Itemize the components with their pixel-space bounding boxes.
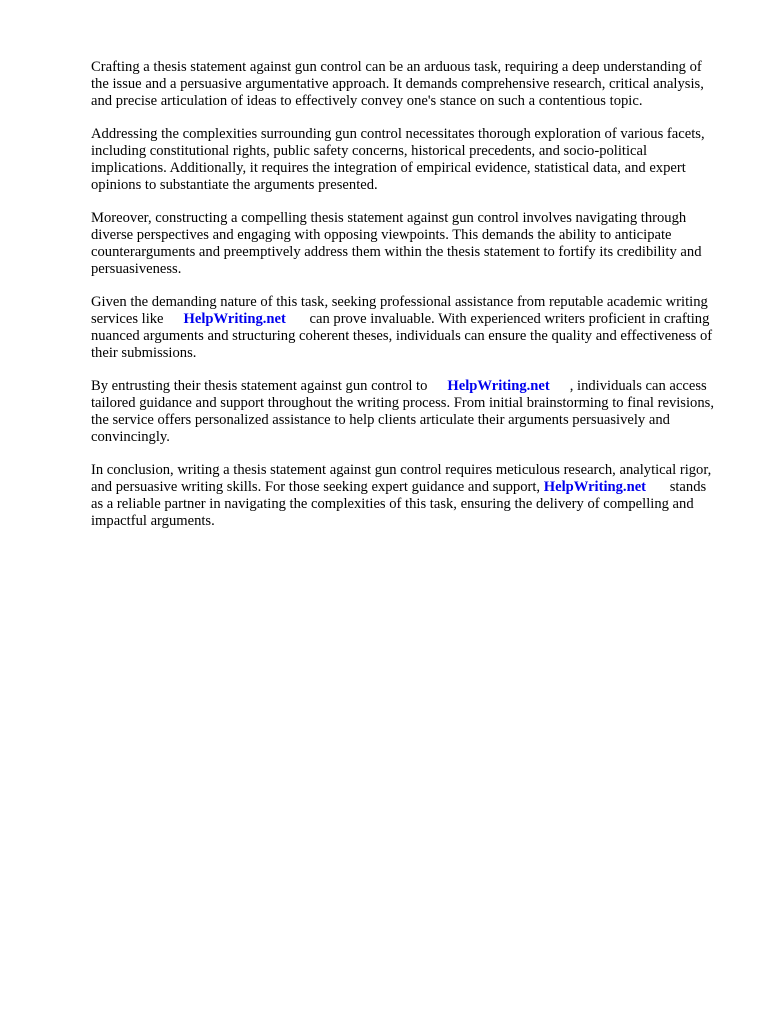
paragraph-text: In conclusion, writing a thesis statement against gun control requires meticulous research, analytical rigor, and persuasive writing skills. For those seeking expert guidance and support, — [91, 462, 712, 495]
paragraph-text: can prove invaluable. With experienced writers proficient in crafting nuanced arguments and structuring coherent theses, individuals can ensure the quality and effectiveness of their submissions. — [91, 311, 713, 361]
helpwriting-link[interactable]: HelpWriting.net — [543, 479, 647, 495]
document-body — [91, 59, 721, 546]
helpwriting-link[interactable]: HelpWriting.net — [447, 378, 550, 394]
paragraph-text: Given the demanding nature of this task, seeking professional assistance from reputable academic writing services like — [91, 294, 708, 327]
paragraph-complexities: Addressing the complexities surrounding gun control necessitates thorough exploration of various facets, including constitutional rights, public safety concerns, historical precedents, and socio-political implications. Additionally, it requires the integration of empirical evidence, statistical data, and expert opinions to substantiate the arguments presented. — [91, 126, 705, 193]
paragraph-perspectives: Moreover, constructing a compelling thesis statement against gun control involves navigating through diverse perspectives and engaging with opposing viewpoints. This demands the ability to anticipate counterarguments and preemptively address them within the thesis statement to fortify its credibility and persuasiveness. — [91, 210, 702, 277]
paragraph-text: , individuals can access tailored guidance and support throughout the writing process. From initial brainstorming to final revisions, the service offers personalized assistance to help clients articulate their arguments persuasively and convincingly. — [91, 378, 714, 445]
paragraph-text: By entrusting their thesis statement against gun control to — [91, 378, 428, 394]
paragraph-conclusion — [91, 462, 721, 530]
paragraph-assistance — [91, 294, 721, 362]
helpwriting-link[interactable]: HelpWriting.net — [183, 311, 286, 327]
paragraph-intro: Crafting a thesis statement against gun control can be an arduous task, requiring a deep understanding of the issue and a persuasive argumentative approach. It demands comprehensive research, critical analysis, and precise articulation of ideas to effectively convey one's stance on such a contentious topic. — [91, 59, 704, 109]
paragraph-entrusting — [91, 378, 721, 446]
paragraph-text: stands as a reliable partner in navigating the complexities of this task, ensuring the delivery of compelling and impactful arguments. — [91, 479, 707, 529]
